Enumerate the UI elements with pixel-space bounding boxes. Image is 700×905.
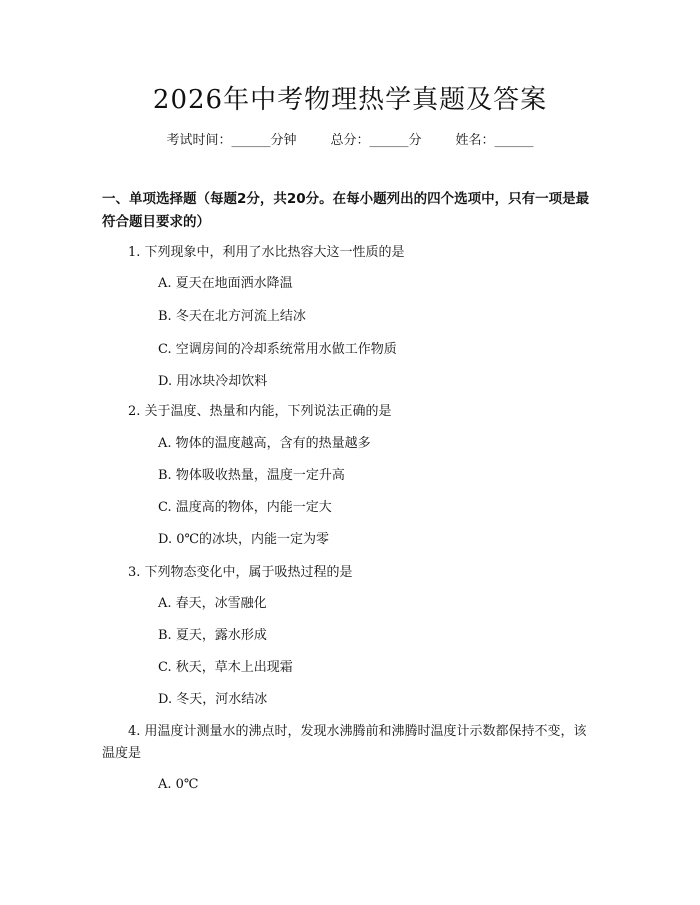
total-score-label: 总分： bbox=[330, 133, 370, 148]
question-3-option-b: B. 夏天，露水形成 bbox=[158, 628, 267, 643]
question-2-stem: 2. 关于温度、热量和内能，下列说法正确的是 bbox=[128, 404, 392, 419]
page-title: 2026年中考物理热学真题及答案 bbox=[152, 85, 548, 115]
question-2-option-c: C. 温度高的物体，内能一定大 bbox=[158, 500, 332, 515]
question-2-option-b: B. 物体吸收热量，温度一定升高 bbox=[158, 468, 345, 483]
question-4-stem: 4. 用温度计测量水的沸点时，发现水沸腾前和沸腾时温度计示数都保持不变，该温度是 bbox=[102, 724, 587, 761]
student-name-label: 姓名： bbox=[455, 133, 495, 148]
total-score-unit: 分 bbox=[408, 133, 422, 148]
question-1-option-a: A. 夏天在地面洒水降温 bbox=[158, 276, 293, 291]
question-3-stem: 3. 下列物态变化中，属于吸热过程的是 bbox=[128, 565, 353, 580]
question-1-option-d: D. 用冰块冷却饮料 bbox=[158, 374, 268, 389]
question-3-option-a: A. 春天，冰雪融化 bbox=[158, 596, 267, 611]
question-1-option-b: B. 冬天在北方河流上结冰 bbox=[158, 309, 306, 324]
question-1-stem: 1. 下列现象中，利用了水比热容大这一性质的是 bbox=[128, 245, 405, 260]
question-2-option-a: A. 物体的温度越高，含有的热量越多 bbox=[158, 436, 371, 451]
exam-info-line bbox=[0, 130, 700, 152]
section-heading: 一、单项选择题（每题2分，共20分。在每小题列出的四个选项中，只有一项是最符合题目要求的） bbox=[102, 191, 590, 230]
question-2-option-d: D. 0℃的冰块，内能一定为零 bbox=[158, 532, 330, 547]
exam-time-blank: ______ bbox=[231, 133, 271, 148]
exam-time-label: 考试时间： bbox=[166, 133, 232, 148]
question-1-option-c: C. 空调房间的冷却系统常用水做工作物质 bbox=[158, 342, 397, 357]
total-score-blank: ______ bbox=[369, 133, 409, 148]
question-3-option-d: D. 冬天，河水结冰 bbox=[158, 692, 268, 707]
question-3-option-c: C. 秋天，草木上出现霜 bbox=[158, 660, 293, 675]
question-4-option-a: A. 0℃ bbox=[158, 777, 199, 792]
exam-time-unit: 分钟 bbox=[270, 133, 297, 148]
student-name-blank: ______ bbox=[494, 133, 534, 148]
